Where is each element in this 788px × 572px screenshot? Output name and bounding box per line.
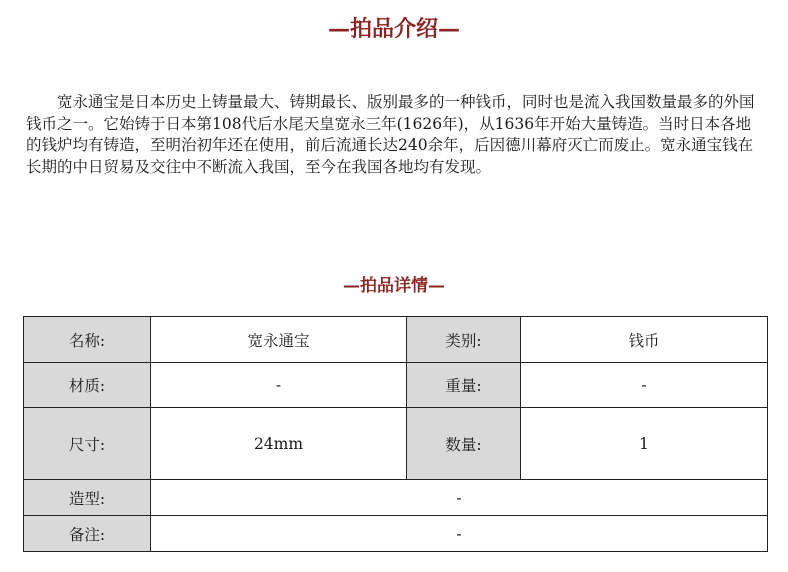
lot-detail-table [23, 316, 768, 552]
material-label: 材质: [24, 363, 151, 408]
intro-paragraph: 宽永通宝是日本历史上铸量最大、铸期最长、版别最多的一种钱币，同时也是流入我国数量最多的外国钱币之一。它始铸于日本第108代后水尾天皇宽永三年(1626年)，从1636年开始大量铸造。当时日本各地的钱炉均有铸造，至明治初年还在使用，前后流通长达240余年，后因德川幕府灭亡而废止。宽永通宝钱在长期的中日贸易及交往中不断流入我国，至今在我国各地均有发现。 [26, 93, 755, 176]
shape-label: 造型: [24, 480, 151, 516]
table-row [24, 408, 768, 480]
detail-section-title: —拍品详情— [343, 276, 445, 296]
name-value: 宽永通宝 [151, 317, 407, 363]
table-row [24, 516, 768, 552]
quantity-label: 数量: [407, 408, 521, 480]
size-value: 24mm [151, 408, 407, 480]
weight-value: - [521, 363, 768, 408]
size-label: 尺寸: [24, 408, 151, 480]
material-value: - [151, 363, 407, 408]
category-label: 类别: [407, 317, 521, 363]
weight-label: 重量: [407, 363, 521, 408]
table-row [24, 480, 768, 516]
name-label: 名称: [24, 317, 151, 363]
category-value: 钱币 [521, 317, 768, 363]
remarks-label: 备注: [24, 516, 151, 552]
shape-value: - [151, 480, 768, 516]
table-row [24, 363, 768, 408]
intro-section-title: —拍品介绍— [327, 16, 460, 42]
table-row [24, 317, 768, 363]
remarks-value: - [151, 516, 768, 552]
quantity-value: 1 [521, 408, 768, 480]
